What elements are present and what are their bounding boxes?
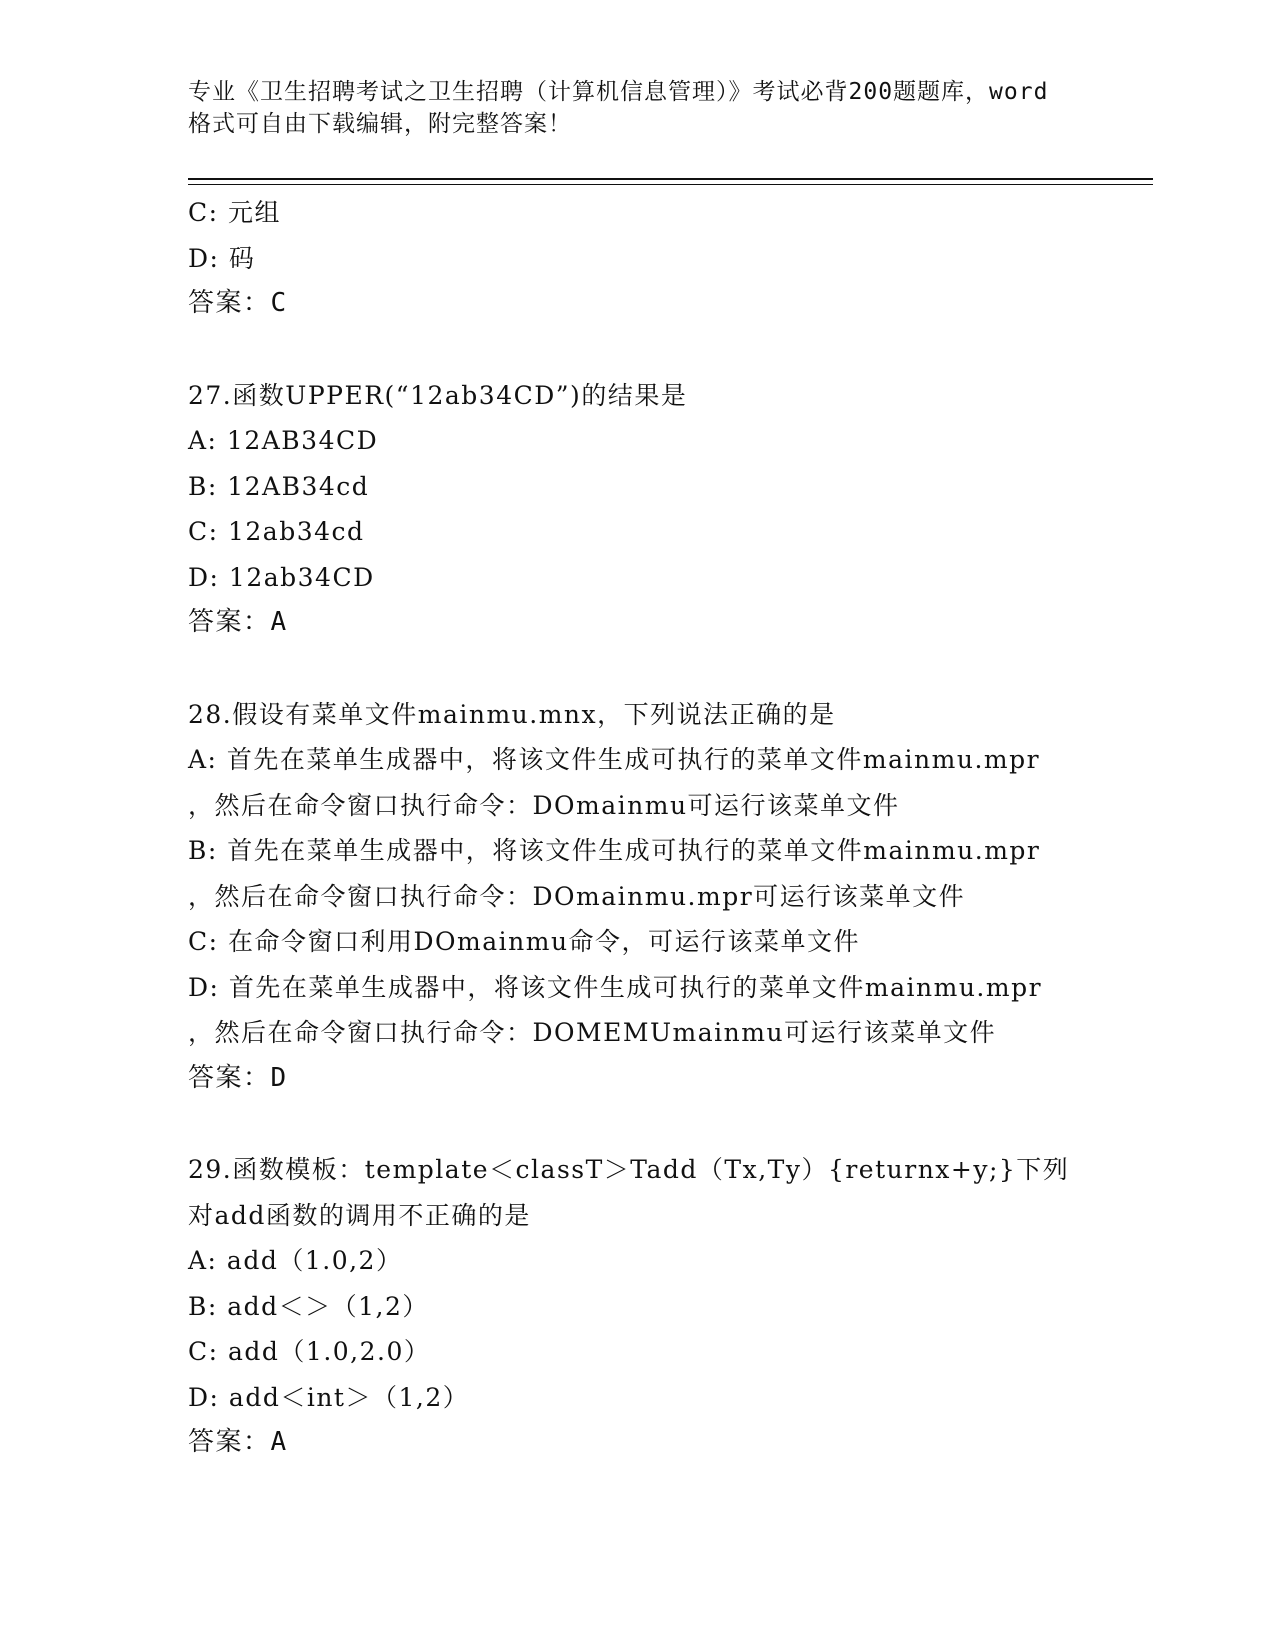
option-c: C: add（1.0,2.0）	[188, 1337, 431, 1366]
option-a: A: add（1.0,2）	[188, 1246, 403, 1275]
option-c: C: 元组	[188, 198, 281, 227]
question-content	[188, 190, 1088, 1466]
header-divider-thick	[188, 178, 1153, 180]
option-b: B: 首先在菜单生成器中，将该文件生成可执行的菜单文件mainmu.mpr	[188, 836, 1041, 865]
option-a: A: 首先在菜单生成器中，将该文件生成可执行的菜单文件mainmu.mpr	[188, 745, 1041, 774]
header-line-1: 专业《卫生招聘考试之卫生招聘（计算机信息管理）》考试必背200题题库，word	[188, 79, 1049, 105]
option-b: B: 12AB34cd	[188, 471, 370, 501]
previous-question-tail	[188, 190, 1088, 327]
option-a: A: 12AB34CD	[188, 426, 379, 455]
option-d: D: 码	[188, 243, 256, 273]
answer-line: 答案：A	[188, 1427, 288, 1457]
spacer	[188, 327, 1088, 373]
option-d: D: add＜int＞（1,2）	[188, 1382, 470, 1412]
spacer	[188, 646, 1088, 692]
answer-line: 答案：A	[188, 607, 288, 637]
question-28	[188, 692, 1088, 1102]
option-b: B: add＜＞（1,2）	[188, 1291, 429, 1321]
header-divider-thin	[188, 184, 1153, 185]
option-c: C: 在命令窗口利用DOmainmu命令，可运行该菜单文件	[188, 927, 861, 956]
option-d: D: 首先在菜单生成器中，将该文件生成可执行的菜单文件mainmu.mpr	[188, 972, 1043, 1002]
option-c: C: 12ab34cd	[188, 517, 365, 546]
option-a-continued: ，然后在命令窗口执行命令：DOmainmu可运行该菜单文件	[188, 790, 900, 820]
question-stem: 29.函数模板：template＜classT＞Tadd（Tx,Ty）{returnx+y;}下列	[188, 1155, 1070, 1184]
question-stem: 28.假设有菜单文件mainmu.mnx，下列说法正确的是	[188, 699, 836, 729]
spacer	[188, 1101, 1088, 1147]
question-stem: 27.函数UPPER(“12ab34CD”)的结果是	[188, 380, 688, 410]
answer-line: 答案：C	[188, 288, 288, 318]
header-line-2: 格式可自由下载编辑，附完整答案！	[188, 111, 572, 137]
question-stem-continued: 对add函数的调用不正确的是	[188, 1200, 531, 1230]
document-header	[188, 76, 1088, 140]
question-29	[188, 1147, 1088, 1466]
question-27	[188, 373, 1088, 646]
answer-line: 答案：D	[188, 1062, 288, 1093]
option-d-continued: ，然后在命令窗口执行命令：DOMEMUmainmu可运行该菜单文件	[188, 1018, 997, 1047]
option-d: D: 12ab34CD	[188, 562, 375, 592]
option-b-continued: ，然后在命令窗口执行命令：DOmainmu.mpr可运行该菜单文件	[188, 881, 966, 911]
